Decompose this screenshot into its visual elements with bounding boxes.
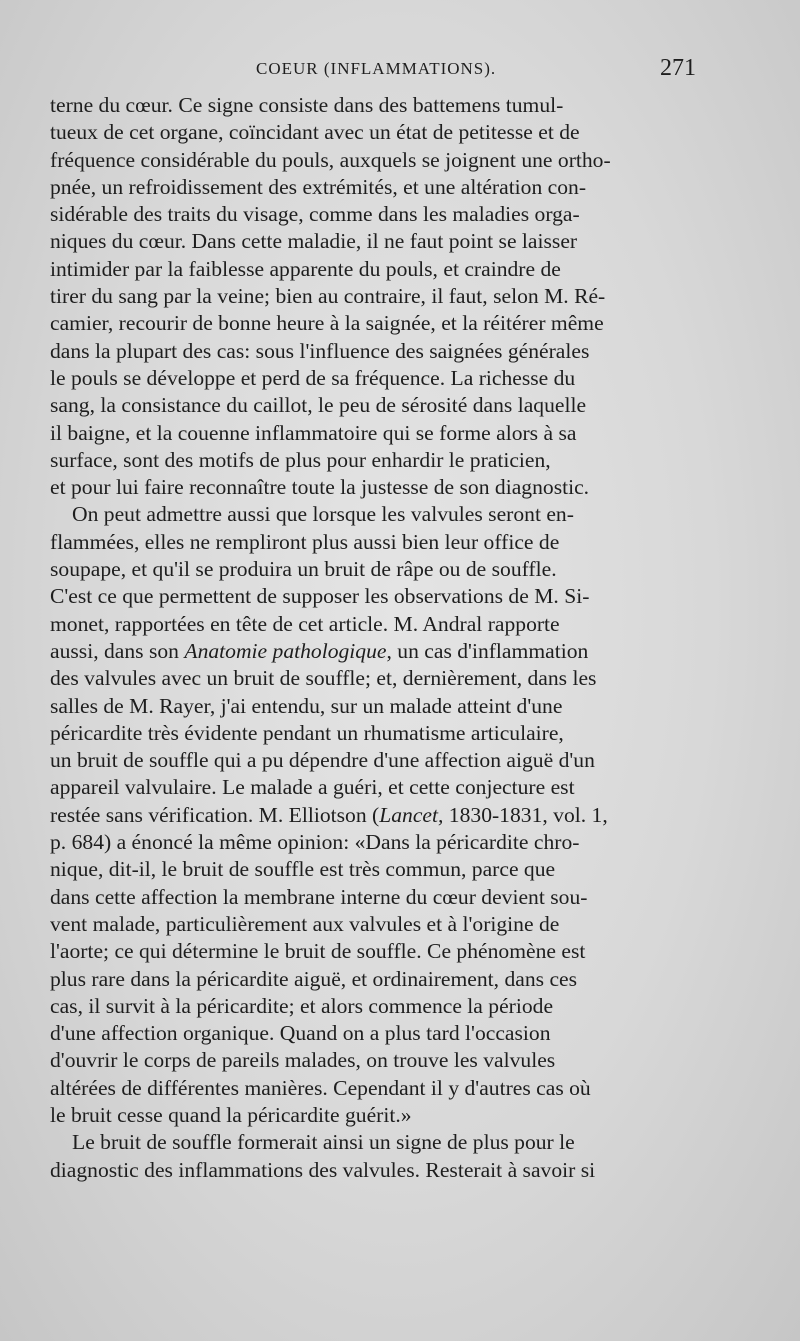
text-line: le bruit cesse quand la péricardite guérit.» <box>50 1102 412 1127</box>
italic-title: Anatomie pathologique <box>184 638 387 663</box>
text-line: appareil valvulaire. Le malade a guéri, et cette conjecture est <box>50 775 575 800</box>
text-line: péricardite très évidente pendant un rhumatisme articulaire, <box>50 720 564 745</box>
text-line: sidérable des traits du visage, comme dans les maladies orga- <box>50 202 580 227</box>
text-line: intimider par la faiblesse apparente du pouls, et craindre de <box>50 256 561 281</box>
text-line: tueux de cet organe, coïncidant avec un état de petitesse et de <box>50 120 580 145</box>
text-line: dans cette affection la membrane interne du cœur devient sou- <box>50 884 588 909</box>
text-line: vent malade, particulièrement aux valvules et à l'origine de <box>50 911 560 936</box>
text-line: p. 684) a énoncé la même opinion: «Dans la péricardite chro- <box>50 830 580 855</box>
text-line: fréquence considérable du pouls, auxquels se joignent une ortho- <box>50 147 611 172</box>
text-line: restée sans vérification. M. Elliotson (Lancet, 1830-1831, vol. 1, <box>50 802 608 827</box>
running-head: COEUR (INFLAMMATIONS). <box>256 59 497 78</box>
text-line: camier, recourir de bonne heure à la saignée, et la réitérer même <box>50 311 604 336</box>
text-line: surface, sont des motifs de plus pour enhardir le praticien, <box>50 447 551 472</box>
text-line: monet, rapportées en tête de cet article. M. Andral rapporte <box>50 611 560 636</box>
text-line: sang, la consistance du caillot, le peu de sérosité dans laquelle <box>50 393 587 418</box>
text-line: d'ouvrir le corps de pareils malades, on trouve les valvules <box>50 1048 556 1073</box>
text-line: pnée, un refroidissement des extrémités, et une altération con- <box>50 174 587 199</box>
page-header <box>0 55 800 85</box>
text-line: salles de M. Rayer, j'ai entendu, sur un malade atteint d'une <box>50 693 563 718</box>
text-line: terne du cœur. Ce signe consiste dans des battemens tumul- <box>50 93 564 117</box>
text-line: un bruit de souffle qui a pu dépendre d'une affection aiguë d'un <box>50 748 595 773</box>
text-line: le pouls se développe et perd de sa fréquence. La richesse du <box>50 365 576 390</box>
italic-title: Lancet, <box>379 802 444 827</box>
text-line: altérées de différentes manières. Cependant il y d'autres cas où <box>50 1075 591 1100</box>
text-line: aussi, dans son Anatomie pathologique, un cas d'inflammation <box>50 638 589 663</box>
text-line: des valvules avec un bruit de souffle; et, dernièrement, dans les <box>50 666 597 691</box>
text-line: il baigne, et la couenne inflammatoire qui se forme alors à sa <box>50 420 577 445</box>
text-line: niques du cœur. Dans cette maladie, il ne faut point se laisser <box>50 229 578 254</box>
text-line: cas, il survit à la péricardite; et alors commence la période <box>50 993 554 1018</box>
text-line: dans la plupart des cas: sous l'influence des saignées générales <box>50 338 590 363</box>
text-line: plus rare dans la péricardite aiguë, et ordinairement, dans ces <box>50 966 578 991</box>
text-line: nique, dit-il, le bruit de souffle est très commun, parce que <box>50 857 556 882</box>
page-number: 271 <box>660 55 696 81</box>
text-line: d'une affection organique. Quand on a plus tard l'occasion <box>50 1021 551 1046</box>
text-line: diagnostic des inflammations des valvules. Resterait à savoir si <box>50 1157 596 1182</box>
text-line: On peut admettre aussi que lorsque les valvules seront en- <box>72 502 574 527</box>
text-line: C'est ce que permettent de supposer les observations de M. Si- <box>50 584 590 609</box>
text-line: flammées, elles ne rempliront plus aussi bien leur office de <box>50 529 560 554</box>
body-text <box>50 92 701 1184</box>
text-line: et pour lui faire reconnaître toute la justesse de son diagnostic. <box>50 475 590 500</box>
text-line: soupape, et qu'il se produira un bruit de râpe ou de souffle. <box>50 557 557 582</box>
text-line: Le bruit de souffle formerait ainsi un signe de plus pour le <box>72 1130 575 1155</box>
text-line: l'aorte; ce qui détermine le bruit de souffle. Ce phénomène est <box>50 939 586 964</box>
text-line: tirer du sang par la veine; bien au contraire, il faut, selon M. Ré- <box>50 284 606 309</box>
